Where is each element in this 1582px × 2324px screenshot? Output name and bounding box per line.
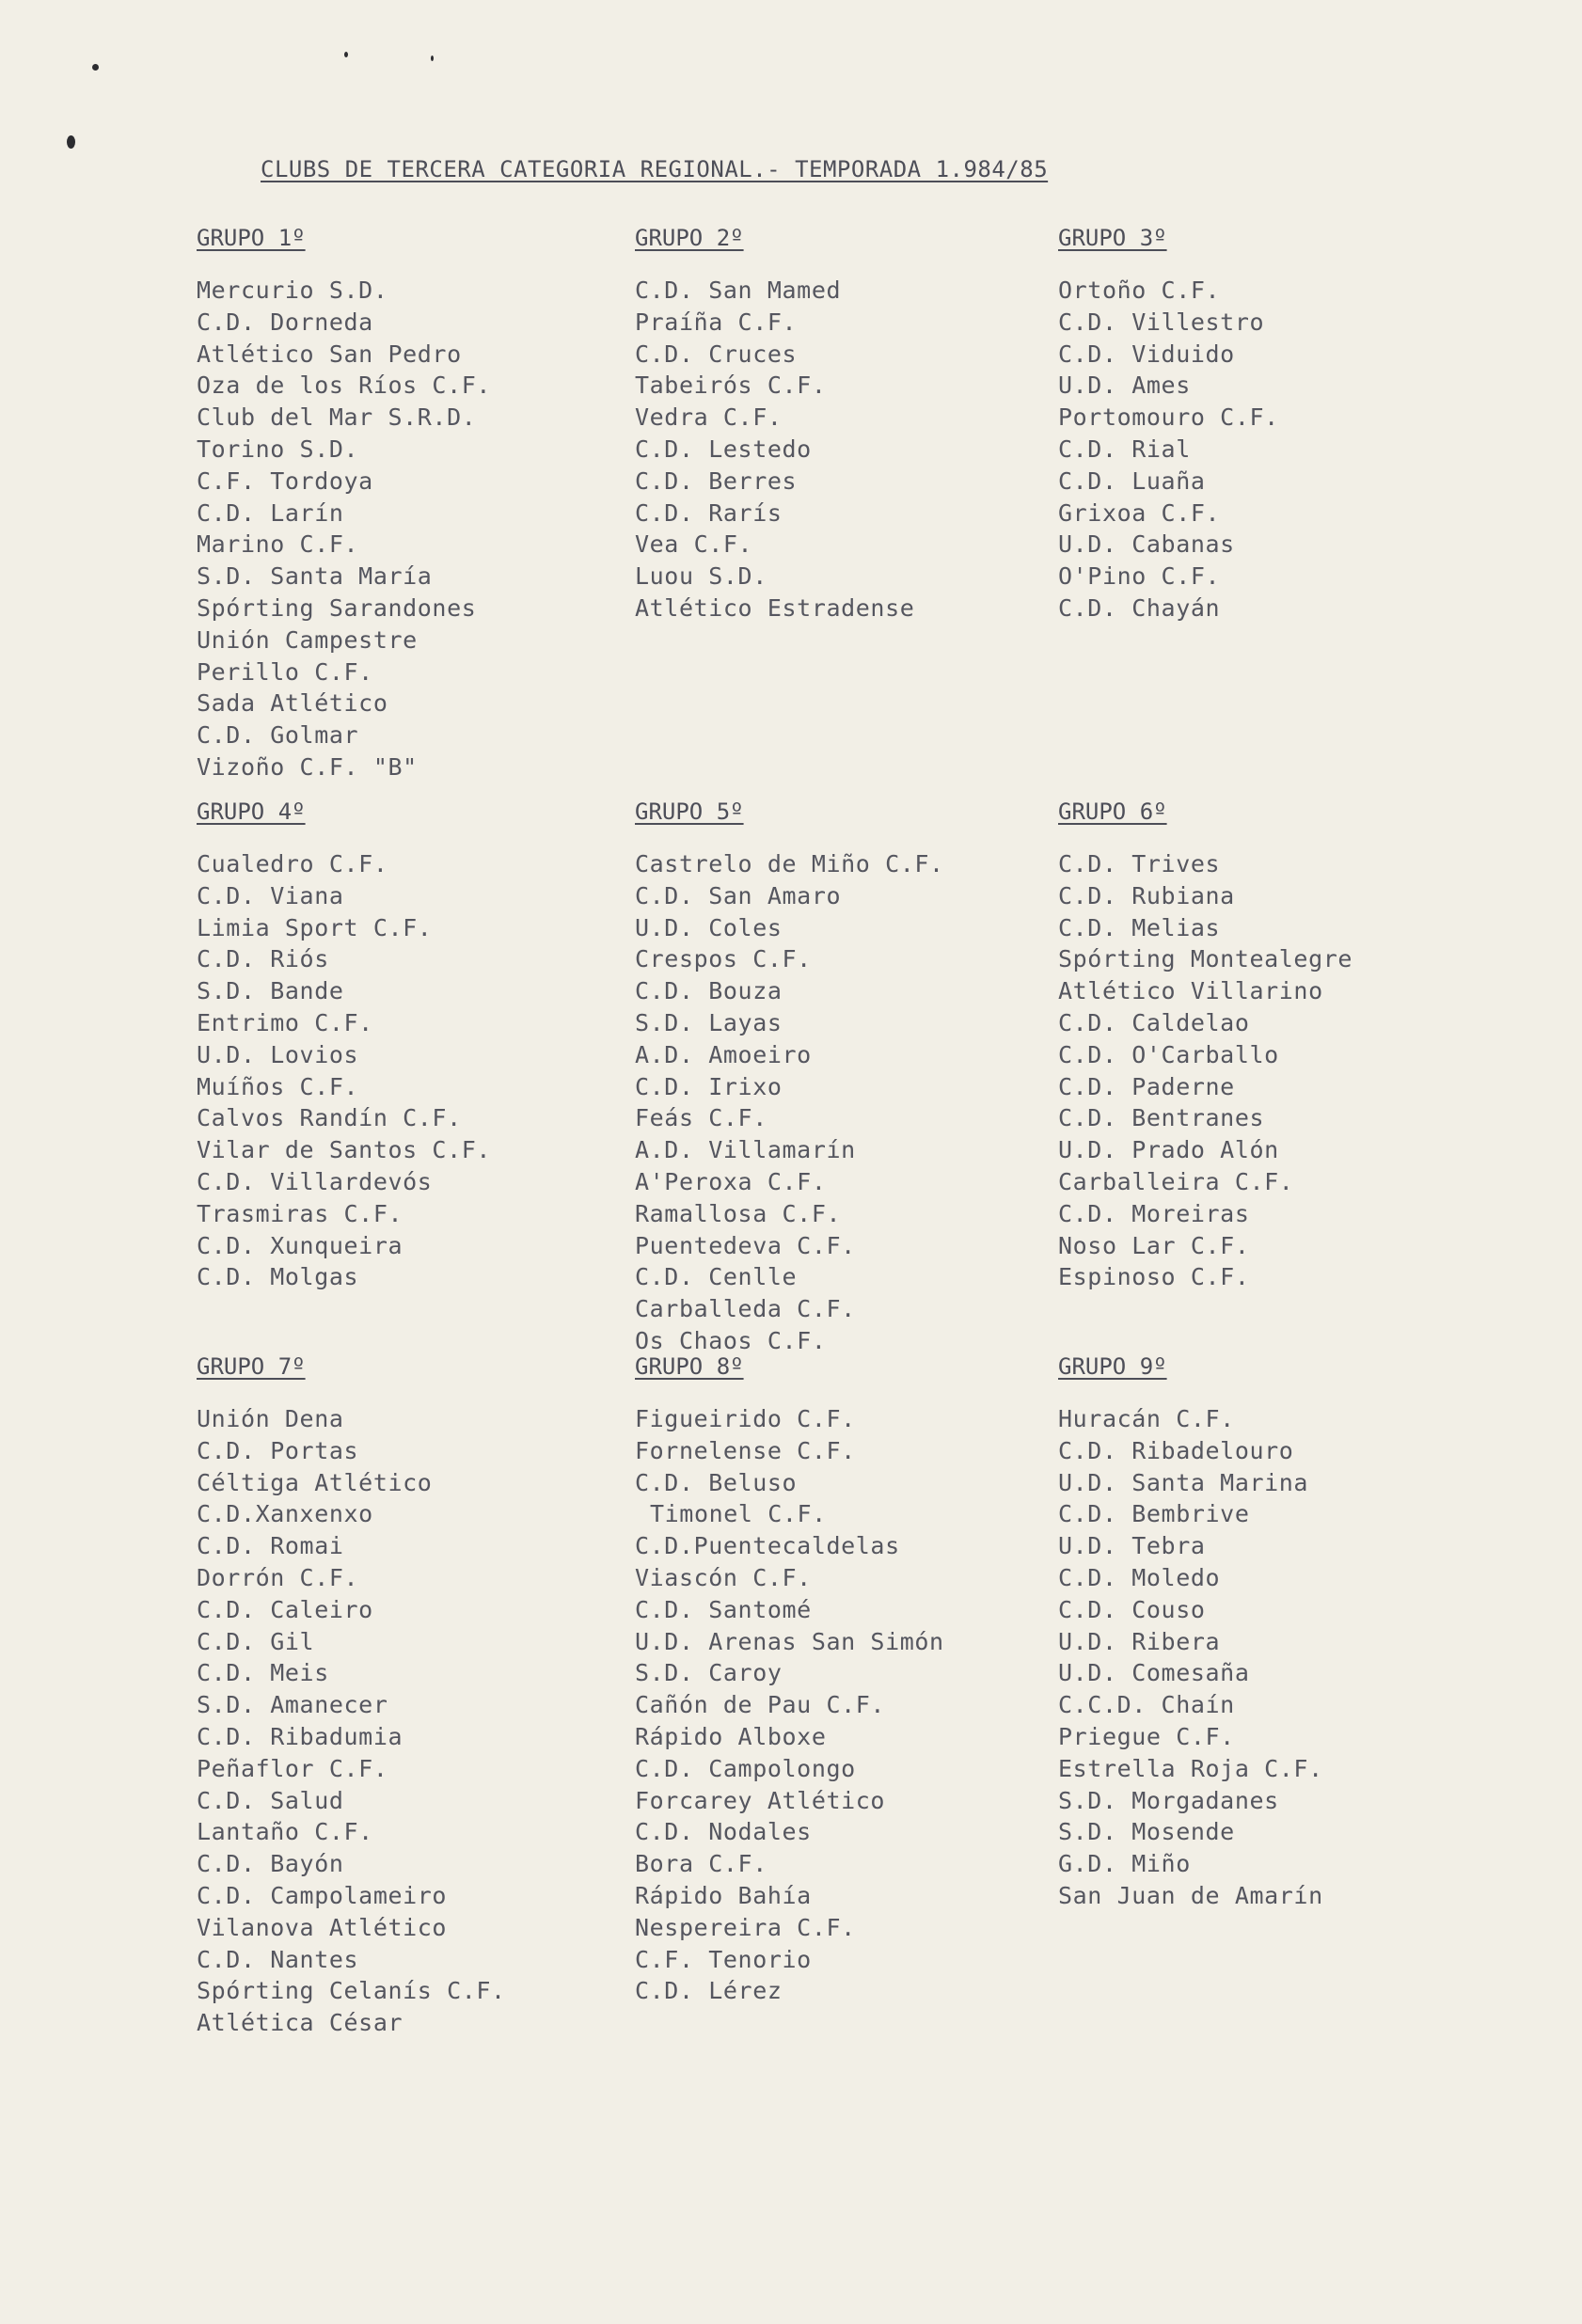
club-item: Marino C.F. [197, 530, 359, 559]
club-item: Puentedeva C.F. [635, 1231, 856, 1259]
club-item: C.F. Tordoya [197, 466, 373, 495]
club-item: C.D. Villestro [1058, 308, 1265, 336]
club-item: Céltiga Atlético [197, 1468, 433, 1496]
club-item: C.D. Nodales [635, 1818, 812, 1846]
club-item: G.D. Miño [1058, 1850, 1191, 1878]
club-item: S.D. Morgadanes [1058, 1786, 1279, 1814]
club-item: C.D. Lestedo [635, 435, 812, 463]
club-item: Rápido Bahía [635, 1881, 812, 1909]
club-item: C.D. Cruces [635, 340, 798, 368]
club-item: Sada Atlético [197, 689, 388, 718]
group-3 [1058, 222, 1491, 624]
club-item: C.D. Meis [197, 1659, 329, 1687]
paper-speck [431, 55, 434, 61]
club-item: C.D. Rial [1058, 435, 1191, 463]
club-item: C.D. Golmar [197, 721, 359, 750]
club-item: A.D. Villamarín [635, 1136, 856, 1164]
club-item: C.D. Bembrive [1058, 1500, 1250, 1528]
club-list [197, 1403, 629, 2039]
paper-speck [92, 64, 99, 71]
club-item: Grixoa C.F. [1058, 498, 1221, 527]
club-item: Timonel C.F. [650, 1500, 827, 1528]
club-item: C.F. Tenorio [635, 1945, 812, 1973]
club-item: S.D. Santa María [197, 562, 433, 591]
club-item: Entrimo C.F. [197, 1008, 373, 1036]
club-list [635, 1403, 1068, 2007]
club-item: U.D. Santa Marina [1058, 1468, 1309, 1496]
group-6 [1058, 796, 1491, 1293]
club-item: Vea C.F. [635, 530, 753, 559]
club-item: Atlético Estradense [635, 593, 915, 622]
club-item: C.D. Ribadumia [197, 1722, 403, 1750]
club-item: Crespos C.F. [635, 945, 812, 973]
club-item: C.D. Viana [197, 881, 344, 909]
club-list [1058, 1403, 1491, 1912]
club-item: Os Chaos C.F. [635, 1326, 827, 1354]
club-item: C.D. Salud [197, 1786, 344, 1814]
club-item: C.D. O'Carballo [1058, 1040, 1279, 1068]
club-item: C.D. Villardevós [197, 1167, 433, 1195]
club-item: Atlética César [197, 2009, 403, 2037]
club-item: Spórting Montealegre [1058, 945, 1353, 973]
club-item: Cañón de Pau C.F. [635, 1691, 886, 1719]
club-item: C.D. Chayán [1058, 593, 1221, 622]
club-item: C.D. Rubiana [1058, 881, 1235, 909]
page-title: CLUBS DE TERCERA CATEGORIA REGIONAL.- TEMPORADA 1.984/85 [261, 156, 1049, 182]
club-item: Viascón C.F. [635, 1563, 812, 1591]
club-item: C.D. Romai [197, 1532, 344, 1560]
club-item: Spórting Sarandones [197, 593, 477, 622]
club-item: C.D. Ribadelouro [1058, 1436, 1294, 1464]
club-item: C.D. Campolongo [635, 1754, 856, 1782]
club-item: C.D. Campolameiro [197, 1881, 448, 1909]
group-2 [635, 222, 1068, 624]
club-item: C.D. Portas [197, 1436, 359, 1464]
club-item: Castrelo de Miño C.F. [635, 850, 944, 877]
club-item: C.D. Caldelao [1058, 1008, 1250, 1036]
club-item: U.D. Ribera [1058, 1627, 1221, 1655]
club-item: C.D. Rarís [635, 498, 783, 527]
club-item: C.D. Bouza [635, 977, 783, 1005]
club-item: S.D. Mosende [1058, 1818, 1235, 1846]
club-item: U.D. Lovios [197, 1040, 359, 1068]
club-item: Spórting Celanís C.F. [197, 1977, 506, 2005]
club-item: Fornelense C.F. [635, 1436, 856, 1464]
club-item: Torino S.D. [197, 435, 359, 463]
club-item: C.D. Irixo [635, 1072, 783, 1100]
club-item: S.D. Layas [635, 1008, 783, 1036]
club-item: C.D. Gil [197, 1627, 315, 1655]
club-item: C.D. Melias [1058, 913, 1221, 941]
club-item: C.D. San Mamed [635, 277, 842, 304]
club-item: O'Pino C.F. [1058, 562, 1221, 591]
club-item: Calvos Randín C.F. [197, 1104, 462, 1132]
club-list [1058, 848, 1491, 1293]
club-item: Carballeda C.F. [635, 1295, 856, 1323]
club-item: Perillo C.F. [197, 657, 373, 686]
club-item: San Juan de Amarín [1058, 1881, 1323, 1909]
club-item: S.D. Amanecer [197, 1691, 388, 1719]
club-item: Cualedro C.F. [197, 850, 388, 877]
club-item: Club del Mar S.R.D. [197, 403, 477, 432]
club-item: C.D. San Amaro [635, 881, 842, 909]
club-item: Rápido Alboxe [635, 1722, 827, 1750]
group-heading: GRUPO 1º [197, 225, 306, 251]
club-list [635, 848, 1068, 1357]
club-item: C.D. Cenlle [635, 1263, 798, 1291]
club-item: Noso Lar C.F. [1058, 1231, 1250, 1259]
club-item: C.D. Nantes [197, 1945, 359, 1973]
club-item: C.D. Caleiro [197, 1595, 373, 1623]
club-item: Atlético Villarino [1058, 977, 1323, 1005]
club-list [635, 275, 1068, 624]
group-heading: GRUPO 2º [635, 225, 744, 251]
club-item: C.D. Beluso [635, 1468, 798, 1496]
club-item: Espinoso C.F. [1058, 1263, 1250, 1291]
club-item: Peñaflor C.F. [197, 1754, 388, 1782]
club-item: C.D. Xunqueira [197, 1231, 403, 1259]
club-item: Vizoño C.F. "B" [197, 752, 418, 781]
club-item: S.D. Caroy [635, 1659, 783, 1687]
club-item: Ramallosa C.F. [635, 1199, 842, 1227]
group-heading: GRUPO 7º [197, 1353, 306, 1380]
club-item: C.D. Paderne [1058, 1072, 1235, 1100]
club-item: Tabeirós C.F. [635, 372, 827, 400]
club-item: C.D. Santomé [635, 1595, 812, 1623]
club-item: C.D.Puentecaldelas [635, 1532, 900, 1560]
club-item: Priegue C.F. [1058, 1722, 1235, 1750]
club-item: U.D. Tebra [1058, 1532, 1206, 1560]
group-4 [197, 796, 629, 1293]
group-1 [197, 222, 629, 783]
group-8 [635, 1351, 1068, 2007]
club-item: Vilanova Atlético [197, 1913, 448, 1941]
club-item: Estrella Roja C.F. [1058, 1754, 1323, 1782]
club-list [1058, 275, 1491, 624]
club-item: C.D. Bayón [197, 1850, 344, 1878]
club-item: Bora C.F. [635, 1850, 767, 1878]
club-item: Ortoño C.F. [1058, 277, 1221, 304]
club-item: Unión Dena [197, 1405, 344, 1432]
club-item: Carballeira C.F. [1058, 1167, 1294, 1195]
club-item: S.D. Bande [197, 977, 344, 1005]
club-item: Vilar de Santos C.F. [197, 1136, 492, 1164]
paper-speck [67, 135, 75, 149]
group-heading: GRUPO 3º [1058, 225, 1167, 251]
club-item: A'Peroxa C.F. [635, 1167, 827, 1195]
group-heading: GRUPO 5º [635, 798, 744, 825]
club-item: Atlético San Pedro [197, 340, 462, 368]
club-item: Unión Campestre [197, 625, 418, 654]
club-item: Praíña C.F. [635, 308, 798, 336]
club-item: Dorrón C.F. [197, 1563, 359, 1591]
club-item: C.D. Trives [1058, 850, 1221, 877]
club-item: C.D. Moledo [1058, 1563, 1221, 1591]
club-item: Huracán C.F. [1058, 1405, 1235, 1432]
club-item: C.D. Luaña [1058, 466, 1206, 495]
club-item: U.D. Comesaña [1058, 1659, 1250, 1687]
group-5 [635, 796, 1068, 1357]
club-item: Trasmiras C.F. [197, 1199, 403, 1227]
club-item: Luou S.D. [635, 562, 767, 591]
group-7 [197, 1351, 629, 2039]
club-item: C.D. Couso [1058, 1595, 1206, 1623]
club-item: U.D. Arenas San Simón [635, 1627, 944, 1655]
club-item: U.D. Ames [1058, 372, 1191, 400]
club-item: C.D. Moreiras [1058, 1199, 1250, 1227]
club-item: U.D. Cabanas [1058, 530, 1235, 559]
paper-speck [344, 52, 348, 57]
club-item: Muíños C.F. [197, 1072, 359, 1100]
club-item: C.D. Dorneda [197, 308, 373, 336]
group-heading: GRUPO 6º [1058, 798, 1167, 825]
club-item: U.D. Prado Alón [1058, 1136, 1279, 1164]
club-item: Nespereira C.F. [635, 1913, 856, 1941]
club-item: Figueirido C.F. [635, 1405, 856, 1432]
group-heading: GRUPO 9º [1058, 1353, 1167, 1380]
club-item: Portomouro C.F. [1058, 403, 1279, 432]
club-item: A.D. Amoeiro [635, 1040, 812, 1068]
club-list [197, 275, 629, 783]
club-item: C.D. Riós [197, 945, 329, 973]
club-item: Mercurio S.D. [197, 277, 388, 304]
club-item: U.D. Coles [635, 913, 783, 941]
club-item: Lantaño C.F. [197, 1818, 373, 1846]
club-item: C.D. Berres [635, 466, 798, 495]
club-item: C.D. Larín [197, 498, 344, 527]
club-list [197, 848, 629, 1293]
club-item: Oza de los Ríos C.F. [197, 372, 492, 400]
group-heading: GRUPO 4º [197, 798, 306, 825]
club-item: C.D. Bentranes [1058, 1104, 1265, 1132]
club-item: C.D. Viduido [1058, 340, 1235, 368]
club-item: C.D. Lérez [635, 1977, 783, 2005]
club-item: Forcarey Atlético [635, 1786, 886, 1814]
group-heading: GRUPO 8º [635, 1353, 744, 1380]
club-item: Feás C.F. [635, 1104, 767, 1132]
club-item: Vedra C.F. [635, 403, 783, 432]
club-item: C.D. Molgas [197, 1263, 359, 1291]
club-item: C.C.D. Chaín [1058, 1691, 1235, 1719]
club-item: Limia Sport C.F. [197, 913, 433, 941]
club-item: C.D.Xanxenxo [197, 1500, 373, 1528]
group-9 [1058, 1351, 1491, 1912]
